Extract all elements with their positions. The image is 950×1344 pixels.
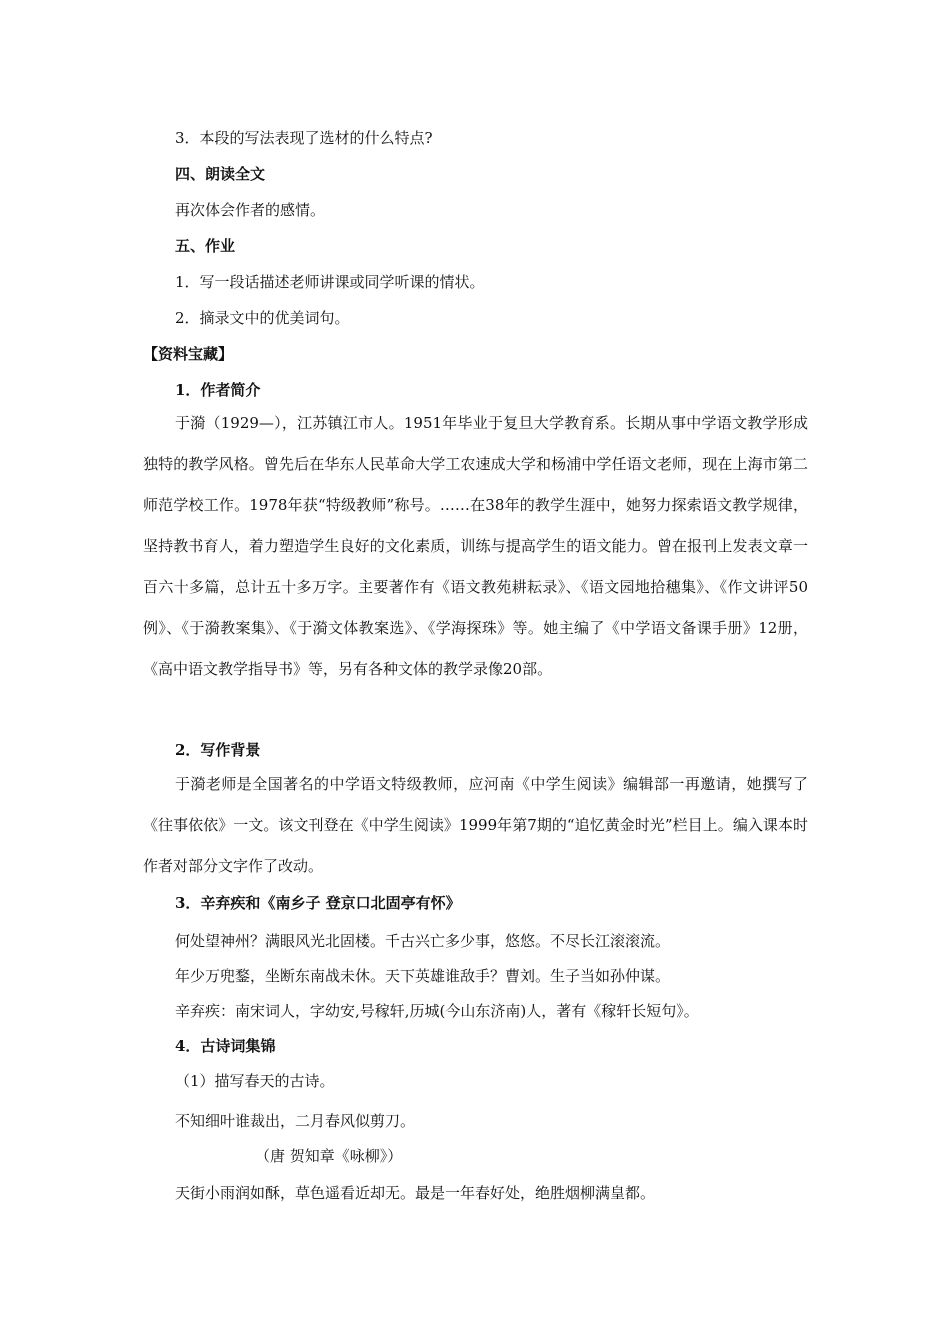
xin-qiji-heading: 3．辛弃疾和《南乡子 登京口北固亭有怀》	[175, 894, 461, 912]
section-5-heading: 五、作业	[175, 237, 236, 255]
section-4-body: 再次体会作者的感情。	[175, 201, 326, 219]
author-heading: 1．作者简介	[175, 381, 261, 399]
background-paragraph: 于漪老师是全国著名的中学语文特级教师，应河南《中学生阅读》编辑部一再邀请，她撰写了《往事依依》一文。该文刊登在《中学生阅读》1999年第7期的“追忆黄金时光”栏目上。编入课本时作者对部分文字作了改动。	[143, 775, 808, 875]
question-3: 3．本段的写法表现了选材的什么特点?	[175, 129, 433, 147]
spring-poems-heading: （1）描写春天的古诗。	[175, 1072, 335, 1090]
poem-line-2: 年少万兜鍪，坐断东南战未休。天下英雄谁敌手？曹刘。生子当如孙仲谋。	[175, 967, 671, 985]
author-paragraph: 于漪（1929—），江苏镇江市人。1951年毕业于复旦大学教育系。长期从事中学语文教学形成独特的教学风格。曾先后在华东人民革命大学工农速成大学和杨浦中学任语文老师，现在上海市第二师范学校工作。1978年获“特级教师”称号。……在38年的教学生涯中，她努力探索语文教学规律，坚持教书育人，着力塑造学生良好的文化素质，训练与提高学生的语文能力。曾在报刊上发表文章一百六十多篇，总计五十多万字。主要著作有《语文教苑耕耘录》、《语文园地拾穗集》、《作文讲评50例》、《于漪教案集》、《于漪文体教案选》、《学海探珠》等。她主编了《中学语文备课手册》12册，《高中语文教学指导书》等，另有各种文体的教学录像20部。	[143, 414, 808, 678]
section-4-heading: 四、朗读全文	[175, 165, 266, 183]
homework-1: 1．写一段话描述老师讲课或同学听课的情状。	[175, 273, 485, 291]
treasure-heading: 【资料宝藏】	[143, 345, 234, 363]
spring-poem-1: 不知细叶谁裁出，二月春风似剪刀。	[175, 1112, 416, 1130]
homework-2: 2．摘录文中的优美词句。	[175, 309, 350, 327]
background-heading: 2．写作背景	[175, 741, 261, 759]
gushi-heading: 4．古诗词集锦	[175, 1037, 276, 1055]
spring-poem-1-source: （唐 贺知章《咏柳》）	[255, 1147, 403, 1165]
spring-poem-2: 天街小雨润如酥，草色遥看近却无。最是一年春好处，绝胜烟柳满皇都。	[175, 1184, 656, 1202]
xin-qiji-bio: 辛弃疾：南宋词人，字幼安,号稼轩,历城(今山东济南)人，著有《稼轩长短句》。	[175, 1002, 699, 1020]
poem-line-1: 何处望神州？满眼风光北固楼。千古兴亡多少事，悠悠。不尽长江滚滚流。	[175, 932, 671, 950]
